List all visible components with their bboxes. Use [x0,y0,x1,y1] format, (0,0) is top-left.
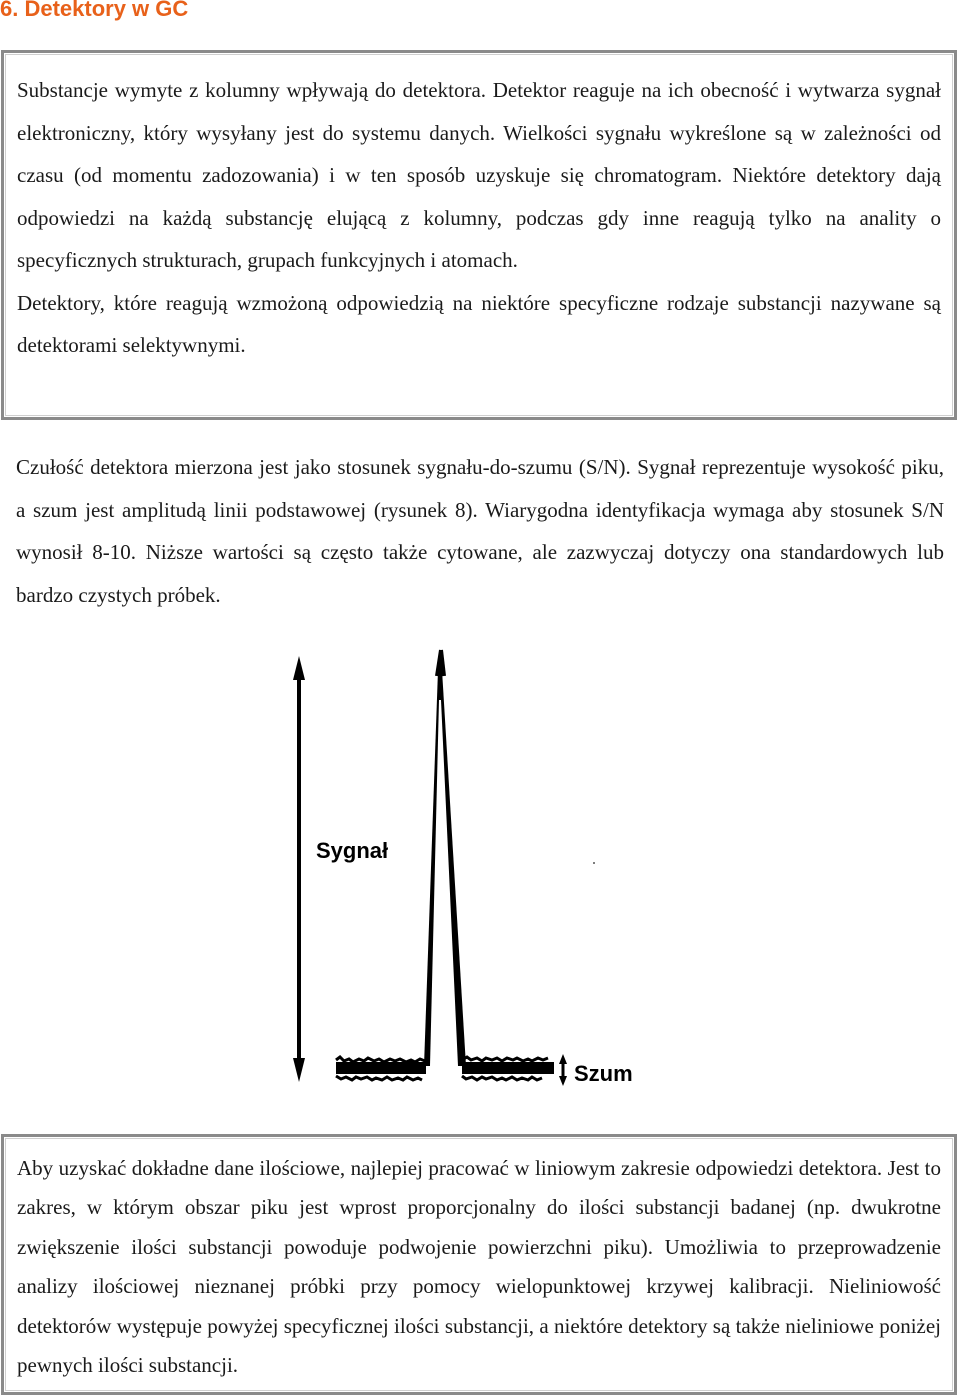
noise-label: Szum [574,1061,633,1086]
intro-box [1,50,957,420]
section-heading: 6. Detektory w GC [0,0,189,21]
linearity-paragraph: Aby uzyskać dokładne dane ilościowe, najlepiej pracować w liniowym zakresie odpowiedzi detektora. Jest to zakres, w którym obszar piku jest wprost proporcjonalny do ilości substancji badanej (np. dwukrotne zwiększenie ilości substancji powoduje podwojenie powierzchni piku). Umożliwia to przeprowadzenie analizy ilościowej nieznanej próbki przy pomocy wielopunktowej krzywej kalibracji. Nieliniowość detektorów występuje powyżej specyficznej ilości substancji, a niektóre detektory są także nieliniowe poniżej pewnych ilości substancji. [17,1156,941,1378]
signal-arrow [293,656,305,1082]
signal-label: Sygnał [316,838,389,863]
baseline-left [336,1057,426,1080]
baseline-right [462,1057,554,1080]
selective-detectors-paragraph: Detektory, które reagują wzmożoną odpowiedzią na niektóre specyficzne rodzaje substancji nazywane są detektorami selektywnymi. [17,290,941,357]
noise-arrow [559,1054,567,1086]
intro-paragraph: Substancje wymyte z kolumny wpływają do detektora. Detektor reaguje na ich obecność i wytwarza sygnał elektroniczny, który wysyłany jest do systemu danych. Wielkości sygnału wykreślone są w zależności od czasu (od momentu zadozowania) i w ten sposób uzyskuje się chromatogram. Niektóre detektory dają odpowiedzi na każdą substancję elującą z kolumny, podczas gdy inne reagują tylko na anality o specyficznych strukturach, grupach funkcyjnych i atomach. [17,78,941,272]
speck-dot [593,862,595,864]
sensitivity-paragraph: Czułość detektora mierzona jest jako stosunek sygnału-do-szumu (S/N). Sygnał reprezentuje wysokość piku, a szum jest amplitudą linii podstawowej (rysunek 8). Wiarygodna identyfikacja wymaga aby stosunek S/N wynosił 8-10. Niższe wartości są często także cytowane, ale zazwyczaj dotyczy ona standardowych lub bardzo czystych próbek. [16,455,944,607]
signal-noise-figure [0,640,960,1100]
linearity-box [1,1134,957,1395]
chromatogram-peak [424,650,466,1066]
